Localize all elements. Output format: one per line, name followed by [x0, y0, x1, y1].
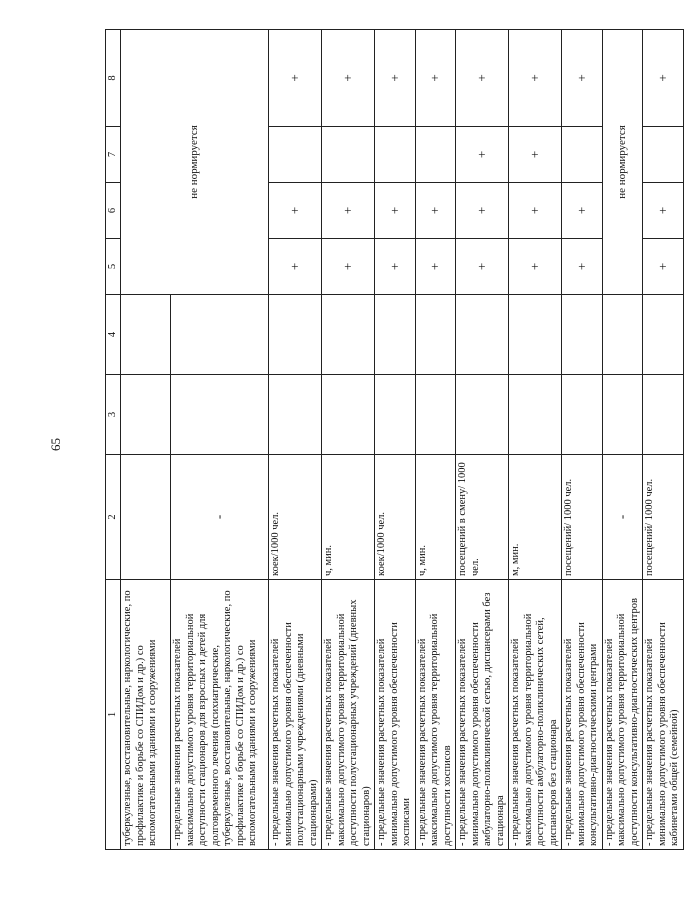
unit-cell: посещений/ 1000 чел.	[562, 455, 603, 580]
header-cell: 8	[106, 30, 121, 127]
row-text: - предельные значения расчетных показателей максимально допустимого уровня территориальной доступности хосписов	[415, 580, 456, 850]
row-text: туберкулезные, восстановительные, наркологические, по профилактике и борьбе со СПИДом и др.) со вспомогательными зданиями и сооружениями	[121, 580, 171, 850]
plus-mark: +	[415, 30, 456, 127]
plus-mark: +	[375, 239, 416, 295]
header-cell: 6	[106, 183, 121, 239]
unit-cell: -	[602, 455, 643, 580]
unit-cell	[121, 455, 171, 580]
row-text: - предельные значения расчетных показателей минимально допустимого уровня обеспеченности амбулаторно-поликлинической сетью, диспансерами без стационара	[456, 580, 509, 850]
empty-cell	[121, 295, 171, 375]
empty-cell	[415, 375, 456, 455]
document-sheet	[105, 30, 680, 850]
empty-cell	[456, 375, 509, 455]
empty-cell	[643, 295, 684, 375]
plus-mark: +	[322, 239, 375, 295]
plus-mark: +	[456, 30, 509, 127]
table-row	[602, 30, 643, 850]
table-row	[121, 30, 171, 850]
empty-cell	[171, 375, 269, 455]
plus-mark: +	[643, 30, 684, 127]
plus-mark: +	[415, 239, 456, 295]
page-number: 65	[48, 438, 63, 451]
table-row	[562, 30, 603, 850]
header-cell: 2	[106, 455, 121, 580]
empty-cell	[269, 295, 322, 375]
empty-cell	[322, 375, 375, 455]
plus-mark: +	[375, 183, 416, 239]
table-row	[375, 30, 416, 850]
unit-cell: коек/1000 чел.	[269, 455, 322, 580]
header-cell: 4	[106, 295, 121, 375]
empty-cell	[375, 375, 416, 455]
empty-cell	[375, 127, 416, 183]
row-text: - предельные значения расчетных показателей максимально допустимого уровня территориальной доступности полустационарных учреждений (дневных стационаров)	[322, 580, 375, 850]
plus-mark: +	[322, 30, 375, 127]
row-text: - предельные значения расчетных показателей минимально допустимого уровня обеспеченности хосписами	[375, 580, 416, 850]
plus-mark: +	[322, 183, 375, 239]
plus-mark: +	[643, 183, 684, 239]
empty-cell	[562, 295, 603, 375]
plus-mark: +	[456, 183, 509, 239]
table-row	[456, 30, 509, 850]
unit-cell: ч, мин.	[415, 455, 456, 580]
empty-cell	[415, 127, 456, 183]
empty-cell	[121, 375, 171, 455]
plus-mark: +	[509, 127, 562, 183]
row-text: - предельные значения расчетных показателей максимально допустимого уровня территориальной доступности стационаров для взрослых и детей для долговременного лечения (психиатрические, туберкулезные, восстановительные, наркологические, по профилактике и борьбе со СПИДом и др.) со вспомогательными зданиями и сооружениями	[171, 580, 269, 850]
table-row	[269, 30, 322, 850]
row-text: - предельные значения расчетных показателей минимально допустимого уровня обеспеченности полустационарными учреждениями (дневными стационарами)	[269, 580, 322, 850]
empty-cell	[643, 375, 684, 455]
plus-mark: +	[509, 183, 562, 239]
plus-mark: +	[269, 183, 322, 239]
plus-mark: +	[509, 239, 562, 295]
row-text: - предельные значения расчетных показателей минимально допустимого уровня обеспеченности консультативно-диагностическими центрами	[562, 580, 603, 850]
unit-cell: коек/1000 чел.	[375, 455, 416, 580]
empty-cell	[269, 375, 322, 455]
empty-cell	[602, 295, 643, 375]
plus-mark: +	[562, 239, 603, 295]
unit-cell: -	[171, 455, 269, 580]
plus-mark: +	[643, 239, 684, 295]
plus-mark: +	[269, 30, 322, 127]
plus-mark: +	[375, 30, 416, 127]
row-text: - предельные значения расчетных показателей минимально допустимого уровня обеспеченности кабинетами общей (семейной)	[643, 580, 684, 850]
header-cell: 5	[106, 239, 121, 295]
empty-cell	[415, 295, 456, 375]
unit-cell: посещений/ 1000 чел.	[643, 455, 684, 580]
table-row	[643, 30, 684, 850]
unit-cell: м, мин.	[509, 455, 562, 580]
empty-cell	[322, 295, 375, 375]
plus-mark: +	[562, 183, 603, 239]
unit-cell: ч, мин.	[322, 455, 375, 580]
table-row	[415, 30, 456, 850]
empty-cell	[375, 295, 416, 375]
empty-cell	[509, 295, 562, 375]
empty-cell	[171, 295, 269, 375]
plus-mark: +	[456, 127, 509, 183]
plus-mark: +	[562, 30, 603, 127]
empty-cell	[269, 127, 322, 183]
empty-cell	[456, 295, 509, 375]
not-normed-cell: не нормируется	[121, 30, 269, 295]
standards-table	[105, 29, 684, 850]
table-row	[322, 30, 375, 850]
plus-mark: +	[509, 30, 562, 127]
empty-cell	[643, 127, 684, 183]
row-text: - предельные значения расчетных показателей максимально допустимого уровня территориальной доступности консультативно-диагностических центров	[602, 580, 643, 850]
plus-mark: +	[269, 239, 322, 295]
header-cell: 7	[106, 127, 121, 183]
not-normed-cell: не нормируется	[602, 30, 643, 295]
row-text: - предельные значения расчетных показателей максимально допустимого уровня территориальной доступности амбулаторно-поликлинических сетей, диспансеров без стационара	[509, 580, 562, 850]
plus-mark: +	[415, 183, 456, 239]
empty-cell	[562, 375, 603, 455]
unit-cell: посещений в смену/ 1000 чел.	[456, 455, 509, 580]
header-cell: 1	[106, 580, 121, 850]
plus-mark: +	[456, 239, 509, 295]
empty-cell	[509, 375, 562, 455]
header-cell: 3	[106, 375, 121, 455]
header-row	[106, 30, 121, 850]
empty-cell	[602, 375, 643, 455]
empty-cell	[322, 127, 375, 183]
empty-cell	[562, 127, 603, 183]
table-row	[509, 30, 562, 850]
